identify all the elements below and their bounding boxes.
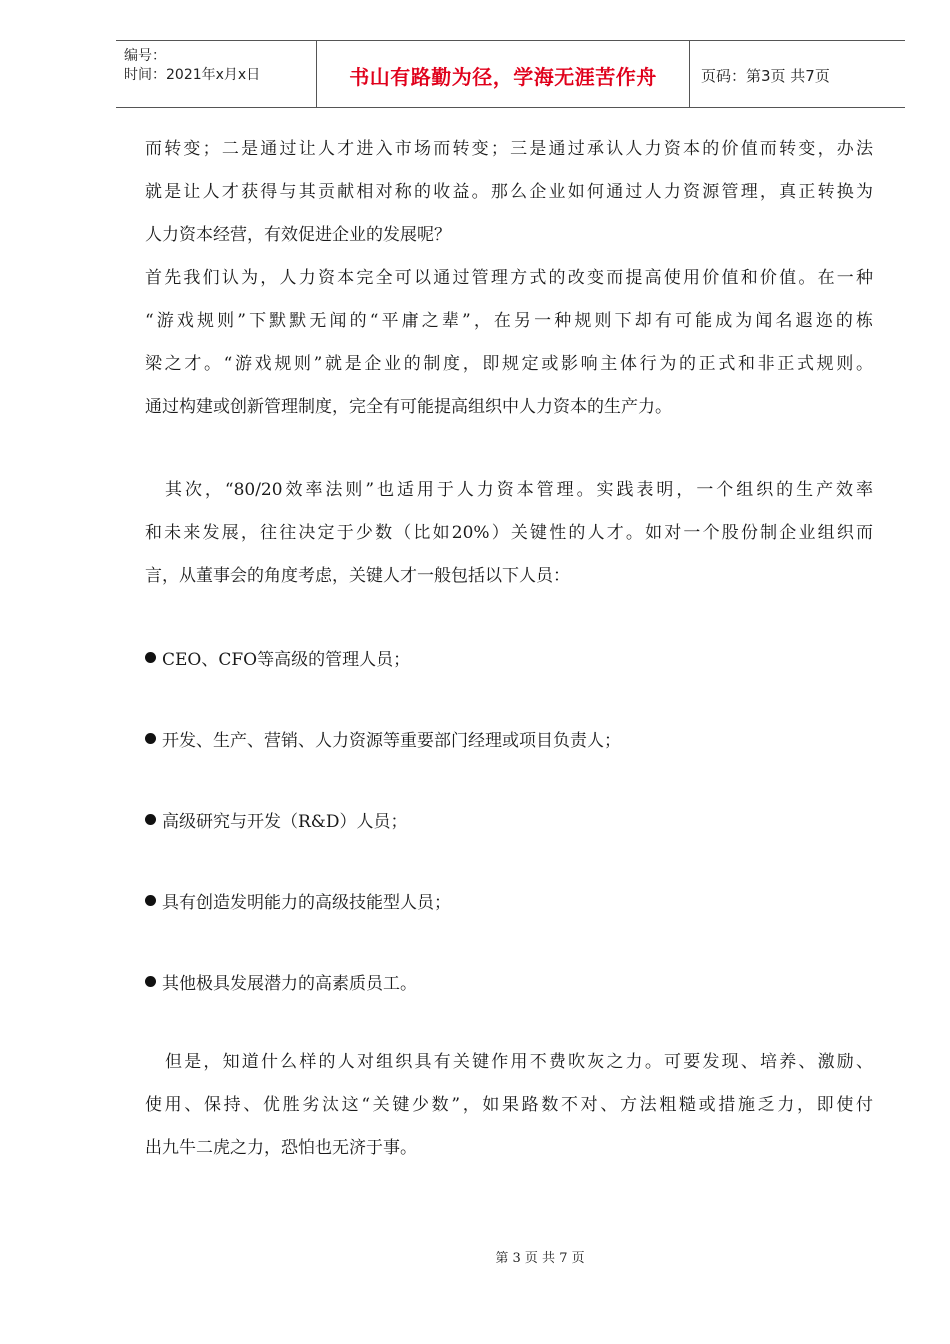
text-line: “游戏规则”下默默无闻的“平庸之辈”，在另一种规则下却有可能成为闻名遐迩的栋: [145, 311, 873, 331]
text-line: 使用、保持、优胜劣汰这“关键少数”，如果路数不对、方法粗糙或措施乏力，即使付: [145, 1095, 873, 1115]
paragraph-4: [145, 1041, 873, 1170]
paragraph-3: [145, 469, 873, 598]
list-item-text: 具有创造发明能力的高级技能型人员；: [162, 893, 451, 913]
text-line: 而转变；二是通过让人才进入市场而转变；三是通过承认人力资本的价值而转变，办法: [145, 139, 873, 159]
text-line: 首先我们认为，人力资本完全可以通过管理方式的改变而提高使用价值和价值。在一种: [145, 268, 873, 288]
document-number-label: 编号：: [124, 48, 166, 64]
list-item-text: CEO、CFO等高级的管理人员；: [162, 650, 411, 670]
bullet-icon: [145, 976, 156, 987]
header-motto-cell: [316, 41, 690, 107]
text-line: 人力资本经营，有效促进企业的发展呢？: [145, 225, 451, 245]
bullet-icon: [145, 814, 156, 825]
list-item: [145, 798, 873, 841]
text-line: 梁之才。“游戏规则”就是企业的制度，即规定或影响主体行为的正式和非正式规则。: [145, 354, 873, 374]
document-time-label: 时间：2021年x月x日: [124, 67, 261, 83]
text-line: 通过构建或创新管理制度，完全有可能提高组织中人力资本的生产力。: [145, 397, 672, 417]
text-line: 出九牛二虎之力，恐怕也无济于事。: [145, 1138, 417, 1158]
bullet-icon: [145, 652, 156, 663]
header-motto: 书山有路勤为径，学海无涯苦作舟: [349, 65, 657, 89]
list-item-text: 其他极具发展潜力的高素质员工。: [162, 974, 417, 994]
header-meta: [116, 41, 315, 107]
list-item-text: 高级研究与开发（R&D）人员；: [162, 812, 408, 832]
list-item: [145, 960, 873, 1003]
text-line: 言，从董事会的角度考虑，关键人才一般包括以下人员：: [145, 566, 570, 586]
page-footer: 第 3 页 共 7 页: [495, 1251, 585, 1266]
document-body: [145, 128, 873, 1170]
paragraph-1: [145, 128, 873, 257]
list-item-text: 开发、生产、营销、人力资源等重要部门经理或项目负责人；: [162, 731, 621, 751]
page-header: [116, 40, 905, 108]
list-item: [145, 636, 873, 679]
list-item: [145, 879, 873, 922]
text-line: 其次，“80/20效率法则”也适用于人力资本管理。实践表明，一个组织的生产效率: [165, 480, 873, 500]
paragraph-2: [145, 257, 873, 429]
list-item: [145, 717, 873, 760]
bullet-icon: [145, 733, 156, 744]
text-line: 和未来发展，往往决定于少数（比如20%）关键性的人才。如对一个股份制企业组织而: [145, 523, 873, 543]
bullet-icon: [145, 895, 156, 906]
header-page-cell: [689, 41, 905, 107]
header-page-code: 页码：第3页 共7页: [701, 67, 830, 85]
text-line: 就是让人才获得与其贡献相对称的收益。那么企业如何通过人力资源管理，真正转换为: [145, 182, 873, 202]
text-line: 但是，知道什么样的人对组织具有关键作用不费吹灰之力。可要发现、培养、激励、: [165, 1052, 873, 1072]
